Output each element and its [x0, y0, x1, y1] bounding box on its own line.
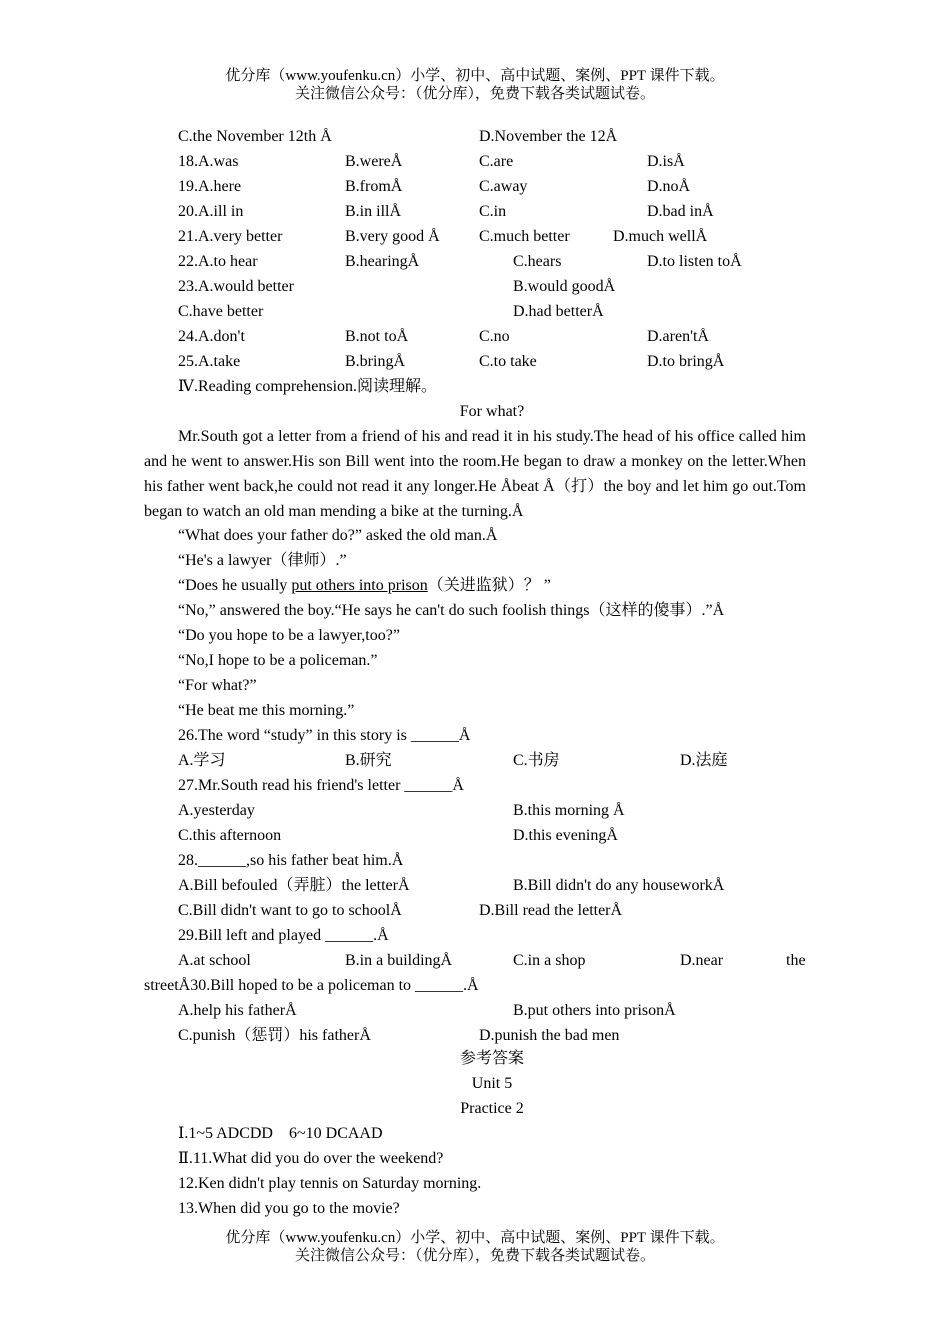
q20-option-c: C.in: [479, 203, 507, 220]
dialogue-line-2: “He's a lawyer（律师）.”: [178, 552, 347, 569]
q30-option-b: B.put others into prisonÅ: [513, 1002, 676, 1019]
q25-option-a: 25.A.take: [178, 353, 241, 370]
answers-practice: Practice 2: [460, 1100, 524, 1117]
q26-option-c: C.书房: [513, 752, 560, 769]
q28-option-c: C.Bill didn't want to go to schoolÅ: [178, 902, 402, 919]
answer-line-3: 12.Ken didn't play tennis on Saturday morning.: [178, 1175, 482, 1192]
q29-option-d: D.near: [680, 952, 724, 969]
q20-option-a: 20.A.ill in: [178, 203, 244, 220]
footer-line-2: 关注微信公众号：（优分库），免费下载各类试题试卷。: [294, 1248, 655, 1264]
footer-line-1: 优分库（www.youfenku.cn）小学、初中、高中试题、案例、PPT 课件下载。: [225, 1230, 725, 1246]
q29-option-d-cont: the: [786, 952, 806, 969]
q19-option-d: D.noÅ: [647, 178, 691, 195]
q21-option-d: D.much wellÅ: [613, 228, 708, 245]
q25-option-b: B.bringÅ: [345, 353, 405, 370]
answers-title: 参考答案: [459, 1050, 524, 1067]
answer-line-1: Ⅰ.1~5 ADCDD 6~10 DCAAD: [178, 1125, 383, 1142]
q24-option-d: D.aren'tÅ: [647, 328, 709, 345]
dialogue-line-6: “No,I hope to be a policeman.”: [178, 652, 378, 669]
q20-option-b: B.in illÅ: [345, 203, 402, 220]
dialogue-line-7: “For what?”: [178, 677, 257, 694]
q23-option-a: 23.A.would better: [178, 278, 294, 295]
q21-option-c: C.much better: [479, 228, 570, 245]
dialogue-line-3-start: “Does he usually: [178, 577, 292, 594]
q21-option-b: B.very good Å: [345, 228, 440, 245]
q24-option-c: C.no: [479, 328, 510, 345]
q22-option-c: C.hears: [513, 253, 562, 270]
q27-option-d: D.this eveningÅ: [513, 827, 618, 844]
q25-option-d: D.to bringÅ: [647, 353, 725, 370]
q17-option-d: D.November the 12Å: [479, 128, 618, 145]
q18-option-c: C.are: [479, 153, 514, 170]
q27-option-b: B.this morning Å: [513, 802, 625, 819]
question-28: 28.______,so his father beat him.Å: [178, 852, 404, 869]
q22-option-a: 22.A.to hear: [178, 253, 258, 270]
q27-option-c: C.this afternoon: [178, 827, 282, 844]
q28-option-b: B.Bill didn't do any houseworkÅ: [513, 877, 725, 894]
underlined-phrase: put others into prison: [291, 577, 428, 594]
section-title-reading: Ⅳ.Reading comprehension.阅读理解。: [178, 378, 438, 395]
question-26: 26.The word “study” in this story is ______Å: [178, 727, 471, 744]
q17-option-c: C.the November 12th Å: [178, 128, 332, 145]
dialogue-line-5: “Do you hope to be a lawyer,too?”: [178, 627, 400, 644]
q28-option-a: A.Bill befouled（弄脏）the letterÅ: [178, 877, 410, 894]
q25-option-c: C.to take: [479, 353, 537, 370]
dialogue-line-1: “What does your father do?” asked the old man.Å: [178, 527, 498, 544]
q30-option-a: A.help his fatherÅ: [178, 1002, 297, 1019]
dialogue-line-4: “No,” answered the boy.“He says he can't do such foolish things（这样的傻事）.”Å: [178, 602, 725, 619]
q29-option-c: C.in a shop: [513, 952, 586, 969]
answer-line-2: Ⅱ.11.What did you do over the weekend?: [178, 1150, 444, 1167]
dialogue-line-3-end: （关进监狱）？ ”: [427, 577, 551, 594]
q26-option-d: D.法庭: [680, 752, 728, 769]
q26-option-b: B.研究: [345, 752, 392, 769]
q19-option-b: B.fromÅ: [345, 178, 403, 195]
q22-option-b: B.hearingÅ: [345, 253, 420, 270]
q20-option-d: D.bad inÅ: [647, 203, 714, 220]
q19-option-c: C.away: [479, 178, 528, 195]
answer-line-4: 13.When did you go to the movie?: [178, 1200, 400, 1217]
dialogue-line-3: [178, 576, 551, 596]
q30-option-d: D.punish the bad men: [479, 1027, 620, 1044]
q29-option-b: B.in a buildingÅ: [345, 952, 453, 969]
q18-option-d: D.isÅ: [647, 153, 685, 170]
question-27: 27.Mr.South read his friend's letter ______Å: [178, 777, 464, 794]
q29-wrap-and-question-30: streetÅ30.Bill hoped to be a policeman to ______.Å: [144, 977, 479, 994]
story-title: For what?: [459, 403, 525, 420]
dialogue-line-8: “He beat me this morning.”: [178, 702, 355, 719]
q26-option-a: A.学习: [178, 752, 226, 769]
q24-option-a: 24.A.don't: [178, 328, 245, 345]
q24-option-b: B.not toÅ: [345, 328, 409, 345]
answers-unit: Unit 5: [471, 1075, 513, 1092]
q23-option-d: D.had betterÅ: [513, 303, 604, 320]
q23-option-b: B.would goodÅ: [513, 278, 616, 295]
header-line-1: 优分库（www.youfenku.cn）小学、初中、高中试题、案例、PPT 课件下载。: [225, 68, 725, 84]
q21-option-a: 21.A.very better: [178, 228, 283, 245]
q18-option-b: B.wereÅ: [345, 153, 403, 170]
q30-option-c: C.punish（惩罚）his fatherÅ: [178, 1027, 371, 1044]
q18-option-a: 18.A.was: [178, 153, 239, 170]
q22-option-d: D.to listen toÅ: [647, 253, 742, 270]
q19-option-a: 19.A.here: [178, 178, 242, 195]
q29-option-a: A.at school: [178, 952, 251, 969]
story-paragraph: Mr.South got a letter from a friend of his and read it in his study.The head of his office called him and he went to answer.His son Bill went into the room.He began to draw a monkey on the letter.When his father went back,he could not read it any longer.He Åbeat Å（打）the boy and let him go out.Tom began to watch an old man mending a bike at the turning.Å: [144, 428, 806, 520]
q23-option-c: C.have better: [178, 303, 264, 320]
header-line-2: 关注微信公众号：（优分库），免费下载各类试题试卷。: [294, 86, 655, 102]
question-29: 29.Bill left and played ______.Å: [178, 927, 389, 944]
q28-option-d: D.Bill read the letterÅ: [479, 902, 623, 919]
q27-option-a: A.yesterday: [178, 802, 255, 819]
